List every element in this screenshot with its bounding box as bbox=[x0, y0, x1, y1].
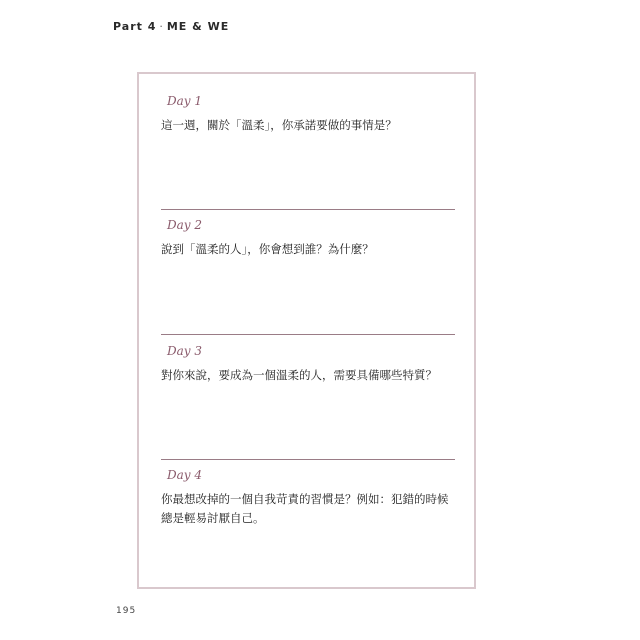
running-header bbox=[113, 20, 229, 33]
part-label: Part 4 bbox=[113, 20, 157, 33]
day-4-section bbox=[161, 468, 457, 528]
day-4-label: Day 4 bbox=[167, 468, 203, 482]
day-4-question: 你最想改掉的一個自我苛責的習慣是？例如：犯錯的時候總是輕易討厭自己。 bbox=[161, 492, 449, 525]
day-3-section bbox=[161, 344, 457, 385]
day-2-section bbox=[161, 218, 457, 259]
day-1-question: 這一週，關於「溫柔」，你承諾要做的事情是？ bbox=[161, 118, 397, 132]
header-separator: · bbox=[159, 20, 164, 33]
day-3-label: Day 3 bbox=[167, 344, 203, 358]
journal-frame bbox=[137, 72, 476, 589]
day-1-section bbox=[161, 94, 457, 135]
day-3-divider bbox=[161, 459, 455, 460]
page-number: 195 bbox=[116, 606, 137, 616]
day-2-divider bbox=[161, 334, 455, 335]
part-title: ME & WE bbox=[166, 20, 230, 33]
day-1-label: Day 1 bbox=[167, 94, 203, 108]
day-1-divider bbox=[161, 209, 455, 210]
day-2-question: 說到「溫柔的人」，你會想到誰？為什麼？ bbox=[161, 242, 374, 256]
day-2-label: Day 2 bbox=[167, 218, 203, 232]
day-3-question: 對你來說，要成為一個溫柔的人，需要具備哪些特質？ bbox=[161, 368, 437, 382]
